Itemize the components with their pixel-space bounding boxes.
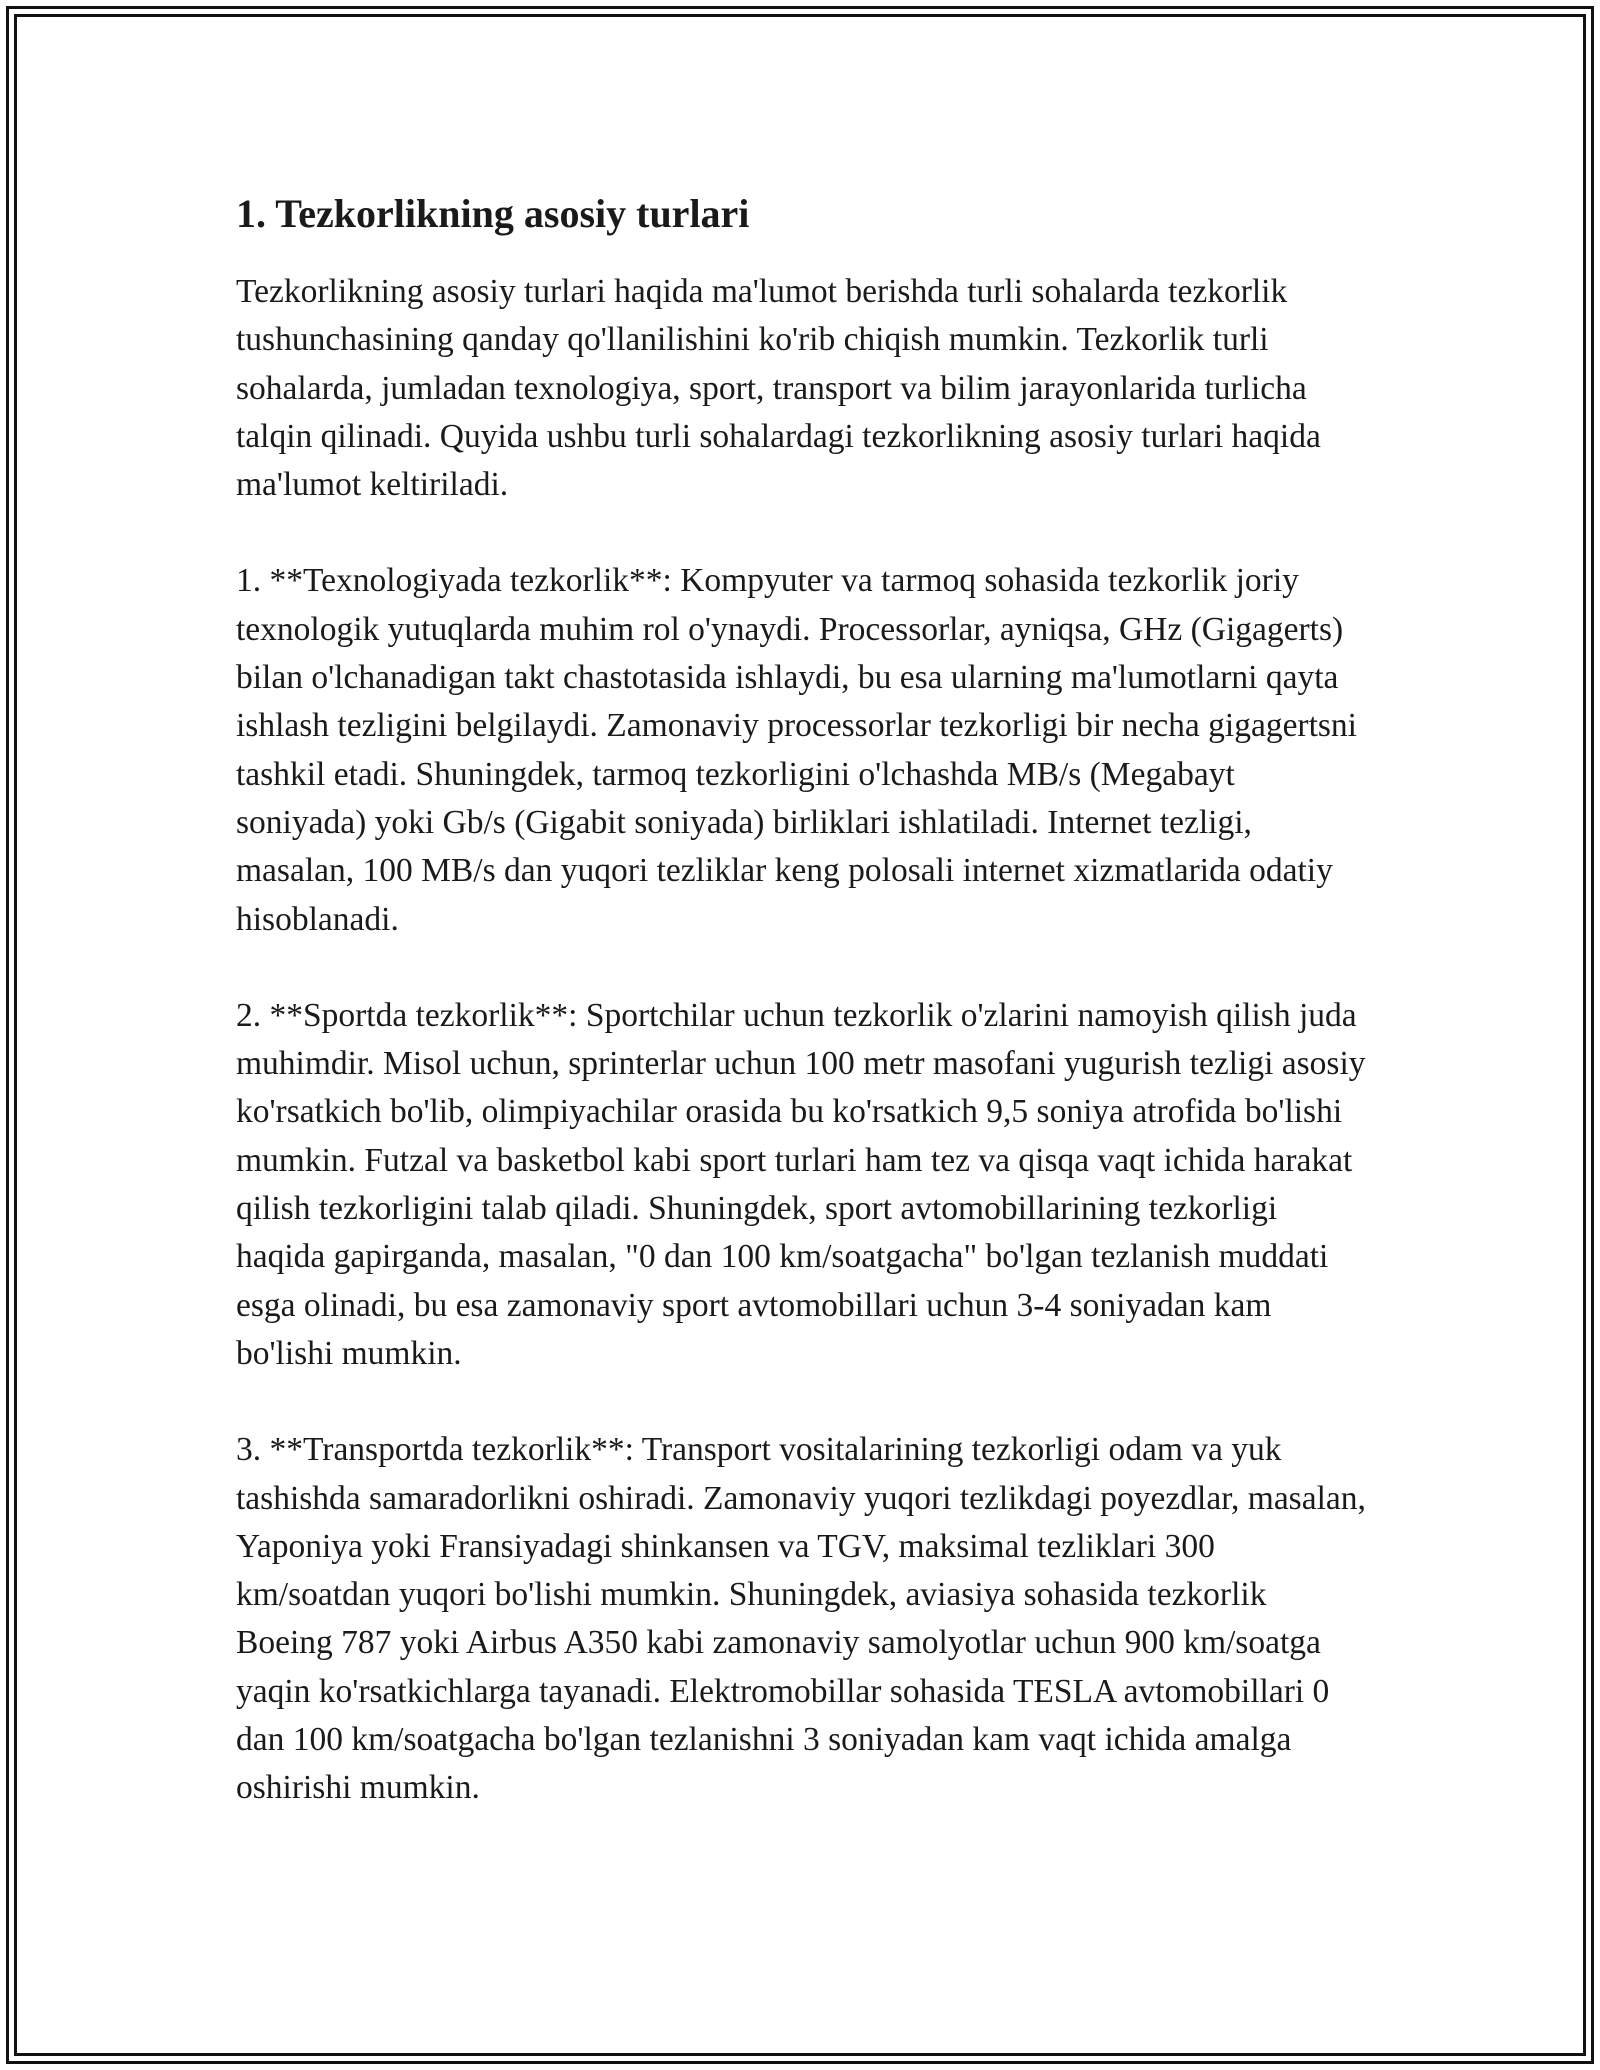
sport-paragraph: 2. **Sportda tezkorlik**: Sportchilar uchun tezkorlik o'zlarini namoyish qilish juda muhimdir. Misol uchun, sprinterlar uchun 100 metr masofani yugurish tezligi asosiy ko'rsatkich bo'lib, olimpiyachilar orasida bu ko'rsatkich 9,5 soniya atrofida bo'lishi mumkin. Futzal va basketbol kabi sport turlari ham tez va qisqa vaqt ichida harakat qilish tezkorligini talab qiladi. Shuningdek, sport avtomobillarining tezkorligi haqida gapirganda, masalan, "0 dan 100 km/soatgacha" bo'lgan tezlanish muddati esga olinadi, bu esa zamonaviy sport avtomobillari uchun 3-4 soniyadan kam bo'lishi mumkin. bbox=[236, 996, 1366, 1372]
transport-paragraph: 3. **Transportda tezkorlik**: Transport vositalarining tezkorligi odam va yuk tashishda samaradorlikni oshiradi. Zamonaviy yuqori tezlikdagi poyezdlar, masalan, Yaponiya yoki Fransiyadagi shinkansen va TGV, maksimal tezliklari 300 km/soatdan yuqori bo'lishi mumkin. Shuningdek, aviasiya sohasida tezkorlik Boeing 787 yoki Airbus A350 kabi zamonaviy samolyotlar uchun 900 km/soatga yaqin ko'rsatkichlarga tayanadi. Elektromobillar sohasida TESLA avtomobillari 0 dan 100 km/soatgacha bo'lgan tezlanishni 3 soniyadan kam vaqt ichida amalga oshirishi mumkin. bbox=[236, 1431, 1366, 1807]
technology-paragraph: 1. **Texnologiyada tezkorlik**: Kompyuter va tarmoq sohasida tezkorlik joriy texnologik yutuqlarda muhim rol o'ynaydi. Processorlar, ayniqsa, GHz (Gigagerts) bilan o'lchanadigan takt chastotasida ishlaydi, bu esa ularning ma'lumotlarni qayta ishlash tezligini belgilaydi. Zamonaviy processorlar tezkorligi bir necha gigagertsni tashkil etadi. Shuningdek, tarmoq tezkorligini o'lchashda MB/s (Megabayt soniyada) yoki Gb/s (Gigabit soniyada) birliklari ishlatiladi. Internet tezligi, masalan, 100 MB/s dan yuqori tezliklar keng polosali internet xizmatlarida odatiy hisoblanadi. bbox=[236, 562, 1357, 938]
document-body bbox=[236, 186, 1366, 1813]
intro-paragraph: Tezkorlikning asosiy turlari haqida ma'lumot berishda turli sohalarda tezkorlik tushunchasining qanday qo'llanilishini ko'rib chiqish mumkin. Tezkorlik turli sohalarda, jumladan texnologiya, sport, transport va bilim jarayonlarida turlicha talqin qilinadi. Quyida ushbu turli sohalardagi tezkorlikning asosiy turlari haqida ma'lumot keltiriladi. bbox=[236, 273, 1321, 504]
section-heading: 1. Tezkorlikning asosiy turlari bbox=[236, 191, 750, 236]
